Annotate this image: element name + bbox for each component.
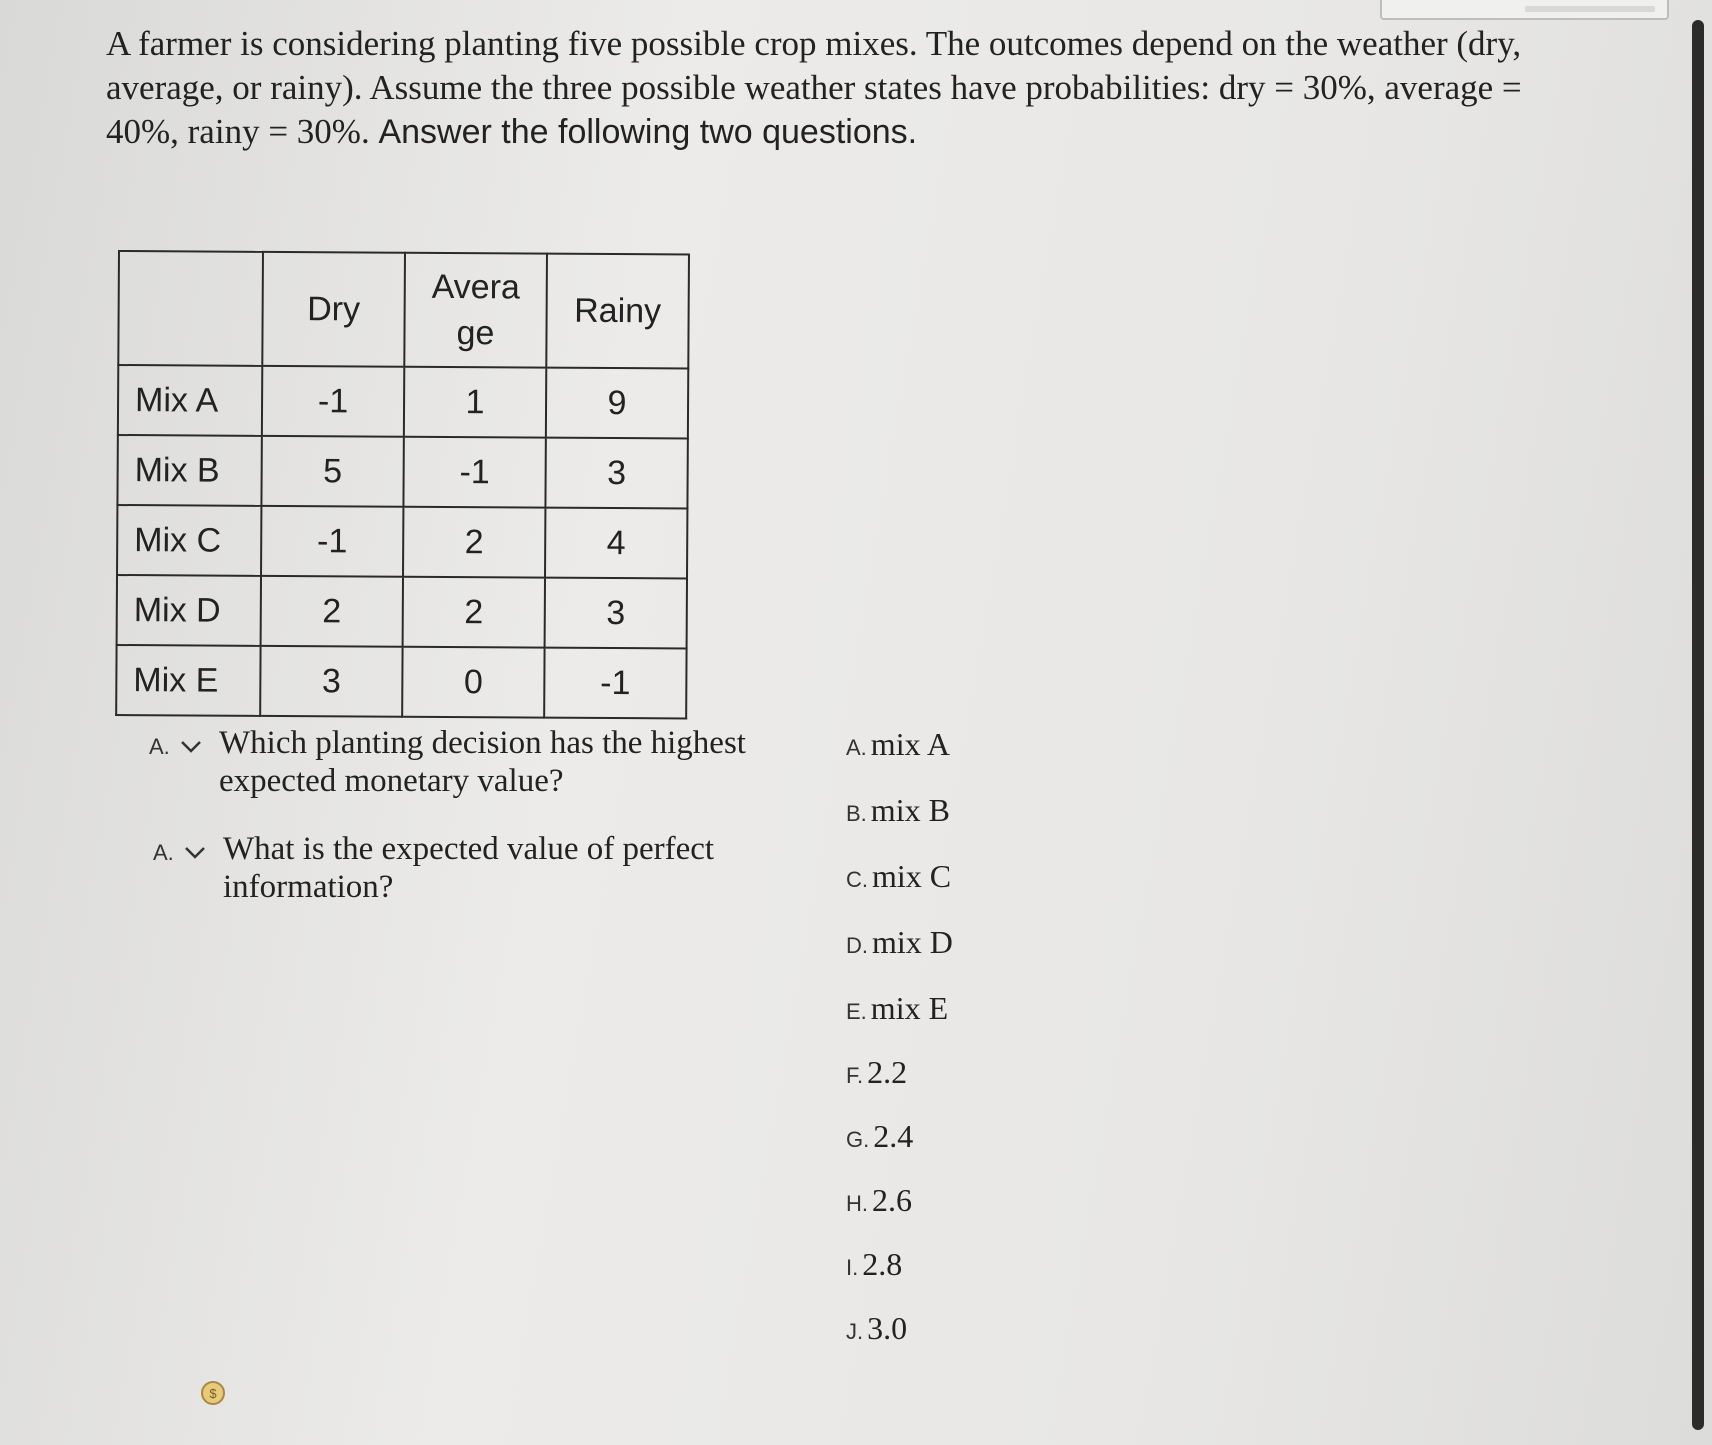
- option-text: mix C: [872, 858, 952, 894]
- payoff-table: [115, 250, 690, 719]
- scrollbar[interactable]: [1690, 20, 1706, 1430]
- row-label: Mix C: [117, 505, 261, 576]
- option-text: 2.4: [873, 1118, 914, 1154]
- option-letter: F.: [846, 1063, 864, 1088]
- option-i[interactable]: [846, 1246, 902, 1283]
- table-cell: 1: [404, 367, 546, 438]
- option-letter: E.: [846, 999, 867, 1024]
- table-corner-cell: [118, 251, 263, 366]
- table-cell: 3: [545, 438, 687, 509]
- option-letter: C.: [846, 867, 868, 892]
- row-label: Mix A: [118, 365, 262, 436]
- table-cell: -1: [262, 366, 404, 437]
- intro-text: A farmer is considering planting five possible crop mixes. The outcomes depend on the weather (dry, average, or rainy). Assume the three possible weather states have probabilities: dry = 30%, average = 40%, rainy = 30%.: [106, 24, 1522, 151]
- table-cell: 5: [261, 436, 403, 507]
- table-row: [117, 575, 687, 648]
- option-text: 2.2: [867, 1054, 908, 1090]
- table-row: [117, 435, 687, 508]
- option-f[interactable]: [846, 1054, 907, 1091]
- option-letter: D.: [846, 933, 868, 958]
- option-b[interactable]: [846, 792, 950, 829]
- answer-select-2-value: A.: [153, 840, 174, 865]
- header-average-text: Avera ge: [431, 267, 521, 353]
- row-label: Mix E: [116, 645, 260, 716]
- question-1-text: Which planting decision has the highest expected monetary value?: [219, 725, 746, 799]
- option-text: mix A: [870, 726, 950, 762]
- option-e[interactable]: [846, 990, 948, 1027]
- table-cell: -1: [403, 437, 545, 508]
- table-header-row: [118, 251, 689, 368]
- table-cell: -1: [261, 506, 403, 577]
- option-a[interactable]: [846, 726, 950, 763]
- table-row: [118, 365, 688, 438]
- answer-select-1-value: A.: [149, 734, 170, 759]
- top-box-inner-bar: [1525, 6, 1655, 12]
- option-d[interactable]: [846, 924, 953, 961]
- chevron-down-icon: [180, 740, 202, 754]
- option-letter: I.: [846, 1255, 859, 1280]
- option-text: mix B: [870, 792, 950, 828]
- row-label: Mix B: [117, 435, 261, 506]
- option-j[interactable]: [846, 1310, 907, 1347]
- option-text: 2.6: [872, 1182, 912, 1218]
- option-letter: G.: [846, 1127, 870, 1152]
- table-cell: 0: [402, 647, 544, 718]
- table-cell: -1: [544, 648, 686, 719]
- table-row: [116, 645, 686, 718]
- answer-select-1[interactable]: [149, 728, 202, 766]
- header-rainy: Rainy: [546, 254, 689, 369]
- top-input-box[interactable]: [1380, 0, 1669, 20]
- table-cell: 9: [546, 368, 688, 439]
- option-text: mix E: [870, 990, 949, 1026]
- question-intro: [106, 22, 1546, 154]
- question-1: [149, 724, 779, 800]
- option-h[interactable]: [846, 1182, 912, 1219]
- option-letter: B.: [846, 801, 867, 826]
- table-cell: 2: [403, 577, 545, 648]
- coin-icon: [200, 1380, 226, 1411]
- chevron-down-icon: [184, 846, 206, 860]
- table-cell: 4: [545, 508, 687, 579]
- option-g[interactable]: [846, 1118, 913, 1155]
- option-text: 3.0: [867, 1310, 908, 1346]
- answer-select-2[interactable]: [153, 834, 206, 872]
- table-row: [117, 505, 687, 578]
- table-cell: 3: [260, 646, 402, 717]
- question-2-text: What is the expected value of perfect information?: [223, 831, 715, 905]
- header-dry: Dry: [262, 252, 405, 367]
- option-letter: J.: [846, 1319, 864, 1344]
- row-label: Mix D: [117, 575, 261, 646]
- option-letter: H.: [846, 1191, 868, 1216]
- option-c[interactable]: [846, 858, 951, 895]
- question-2: [153, 830, 743, 906]
- option-text: mix D: [872, 924, 953, 960]
- table-cell: 2: [261, 576, 403, 647]
- scrollbar-thumb[interactable]: [1692, 20, 1704, 1430]
- header-average: [404, 253, 547, 368]
- option-text: 2.8: [862, 1246, 903, 1282]
- table-cell: 2: [403, 507, 545, 578]
- option-letter: A.: [846, 735, 867, 760]
- intro-instruction: Answer the following two questions.: [378, 113, 918, 151]
- svg-text:$: $: [209, 1386, 217, 1401]
- table-cell: 3: [545, 578, 687, 649]
